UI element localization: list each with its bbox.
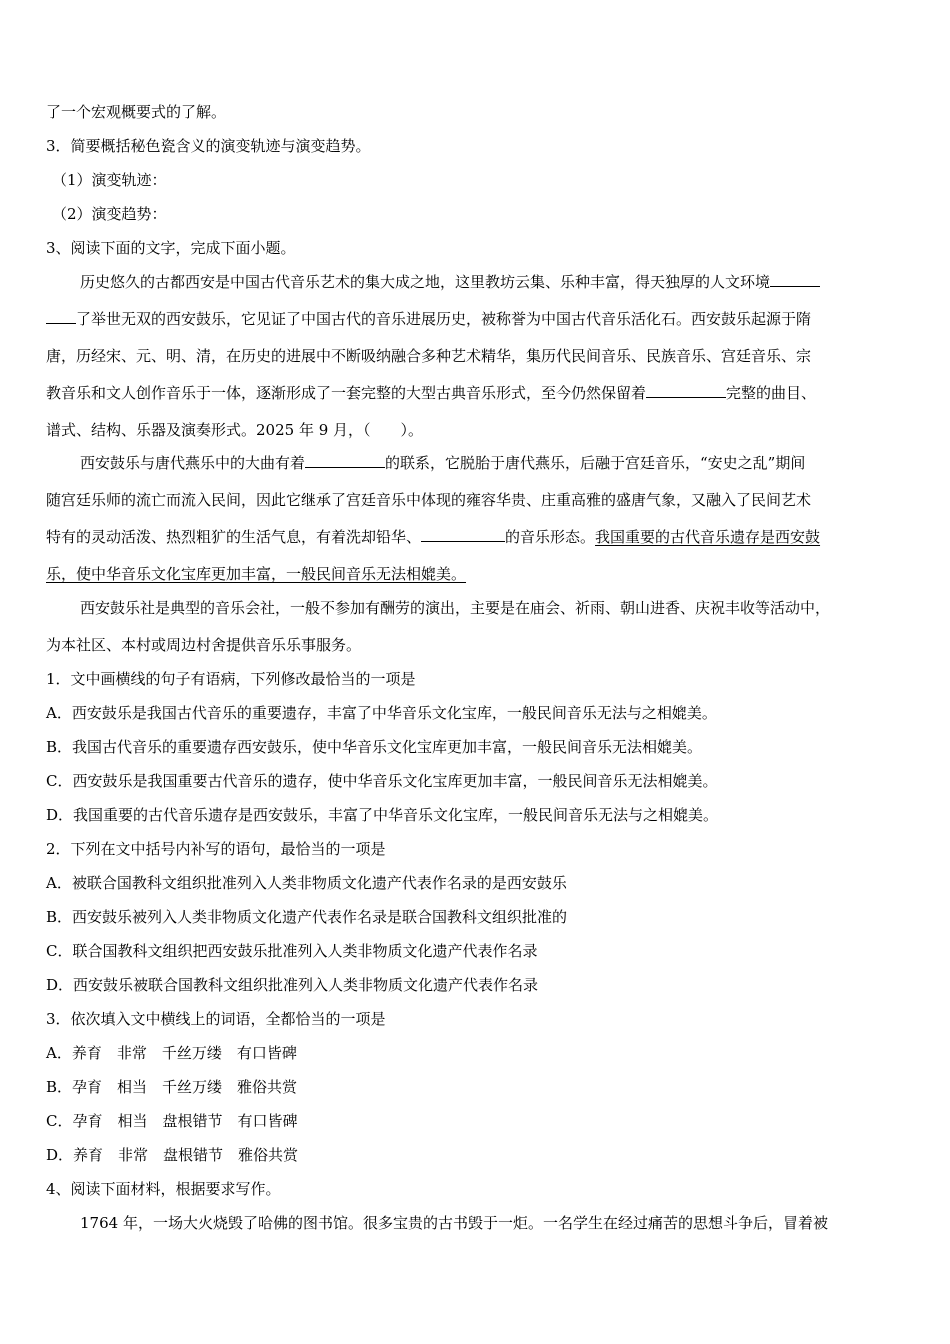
passage-line: 唐，历经宋、元、明、清，在历史的进展中不断吸纳融合多种艺术精华，集历代民间音乐、民族音乐、宫廷音乐、宗 — [46, 347, 812, 365]
passage-line — [80, 272, 906, 292]
fill-blank — [770, 272, 820, 287]
passage-line — [46, 383, 906, 403]
passage-text: 教音乐和文人创作音乐于一体，逐渐形成了一套完整的大型古典音乐形式，至今仍然保留着 — [46, 384, 647, 402]
passage-text: 的音乐形态。 — [505, 528, 596, 546]
passage-line: 1764 年，一场大火烧毁了哈佛的图书馆。很多宝贵的古书毁于一炬。一名学生在经过痛苦的思想斗争后，冒着被 — [80, 1214, 828, 1232]
option-a: A．被联合国教科文组织批准列入人类非物质文化遗产代表作名录的是西安鼓乐 — [46, 874, 567, 892]
option-d: D．我国重要的古代音乐遗存是西安鼓乐，丰富了中华音乐文化宝库，一般民间音乐无法与之相媲美。 — [46, 806, 719, 824]
passage-line — [80, 453, 906, 473]
answer-label: （1）演变轨迹： — [52, 171, 167, 189]
option-d: D．西安鼓乐被联合国教科文组织批准列入人类非物质文化遗产代表作名录 — [46, 976, 539, 994]
passage-text: 历史悠久的古都西安是中国古代音乐艺术的集大成之地，这里教坊云集、乐种丰富，得天独厚的人文环境 — [80, 273, 771, 291]
fill-blank — [305, 453, 385, 468]
passage-line: 西安鼓乐社是典型的音乐会社，一般不参加有酬劳的演出，主要是在庙会、祈雨、朝山进香、庆祝丰收等活动中， — [80, 599, 831, 617]
fill-blank — [46, 309, 76, 324]
passage-line — [46, 309, 906, 329]
option-a: A．西安鼓乐是我国古代音乐的重要遗存，丰富了中华音乐文化宝库，一般民间音乐无法与之相媲美。 — [46, 704, 717, 722]
section-heading: 4、阅读下面材料，根据要求写作。 — [46, 1180, 281, 1198]
question-heading: 2．下列在文中括号内补写的语句，最恰当的一项是 — [46, 840, 386, 858]
option-c: C．孕育 相当 盘根错节 有口皆碑 — [46, 1112, 298, 1130]
passage-text: 完整的曲目、 — [726, 384, 817, 402]
option-c: C．联合国教科文组织把西安鼓乐批准列入人类非物质文化遗产代表作名录 — [46, 942, 538, 960]
passage-line — [46, 564, 906, 584]
fill-blank — [421, 527, 505, 542]
fill-blank — [646, 383, 726, 398]
option-c: C．西安鼓乐是我国重要古代音乐的遗存，使中华音乐文化宝库更加丰富，一般民间音乐无法相媲美。 — [46, 772, 718, 790]
option-a: A．养育 非常 千丝万缕 有口皆碑 — [46, 1044, 297, 1062]
passage-text: 西安鼓乐与唐代燕乐中的大曲有着 — [80, 454, 306, 472]
question-heading: 1．文中画横线的句子有语病，下列修改最恰当的一项是 — [46, 670, 416, 688]
option-b: B．西安鼓乐被列入人类非物质文化遗产代表作名录是联合国教科文组织批准的 — [46, 908, 568, 926]
passage-line: 谱式、结构、乐器及演奏形式。2025 年 9 月，（ ）。 — [46, 421, 424, 439]
passage-text: 特有的灵动活泼、热烈粗犷的生活气息，有着洗却铅华、 — [46, 528, 422, 546]
option-b: B．孕育 相当 千丝万缕 雅俗共赏 — [46, 1078, 298, 1096]
text-line: 了一个宏观概要式的了解。 — [46, 103, 227, 121]
passage-line: 为本社区、本村或周边村舍提供音乐乐事服务。 — [46, 636, 362, 654]
passage-text: 了举世无双的西安鼓乐，它见证了中国古代的音乐进展历史，被称誉为中国古代音乐活化石。西安鼓乐起源于隋 — [76, 310, 812, 328]
passage-line: 随宫廷乐师的流亡而流入民间，因此它继承了宫廷音乐中体现的雍容华贵、庄重高雅的盛唐气象，又融入了民间艺术 — [46, 491, 812, 509]
passage-text: 的联系，它脱胎于唐代燕乐，后融于宫廷音乐，“安史之乱”期间 — [385, 454, 806, 472]
underlined-sentence: 我国重要的古代音乐遗存是西安鼓 — [595, 528, 821, 546]
question-heading: 3．依次填入文中横线上的词语，全都恰当的一项是 — [46, 1010, 386, 1028]
option-d: D．养育 非常 盘根错节 雅俗共赏 — [46, 1146, 299, 1164]
answer-label: （2）演变趋势： — [52, 205, 167, 223]
option-b: B．我国古代音乐的重要遗存西安鼓乐，使中华音乐文化宝库更加丰富，一般民间音乐无法相媲美。 — [46, 738, 703, 756]
underlined-sentence: 乐，使中华音乐文化宝库更加丰富，一般民间音乐无法相媲美。 — [46, 565, 467, 583]
section-heading: 3、阅读下面的文字，完成下面小题。 — [46, 239, 296, 257]
question-heading: 3．简要概括秘色瓷含义的演变轨迹与演变趋势。 — [46, 137, 371, 155]
passage-line — [46, 527, 906, 547]
